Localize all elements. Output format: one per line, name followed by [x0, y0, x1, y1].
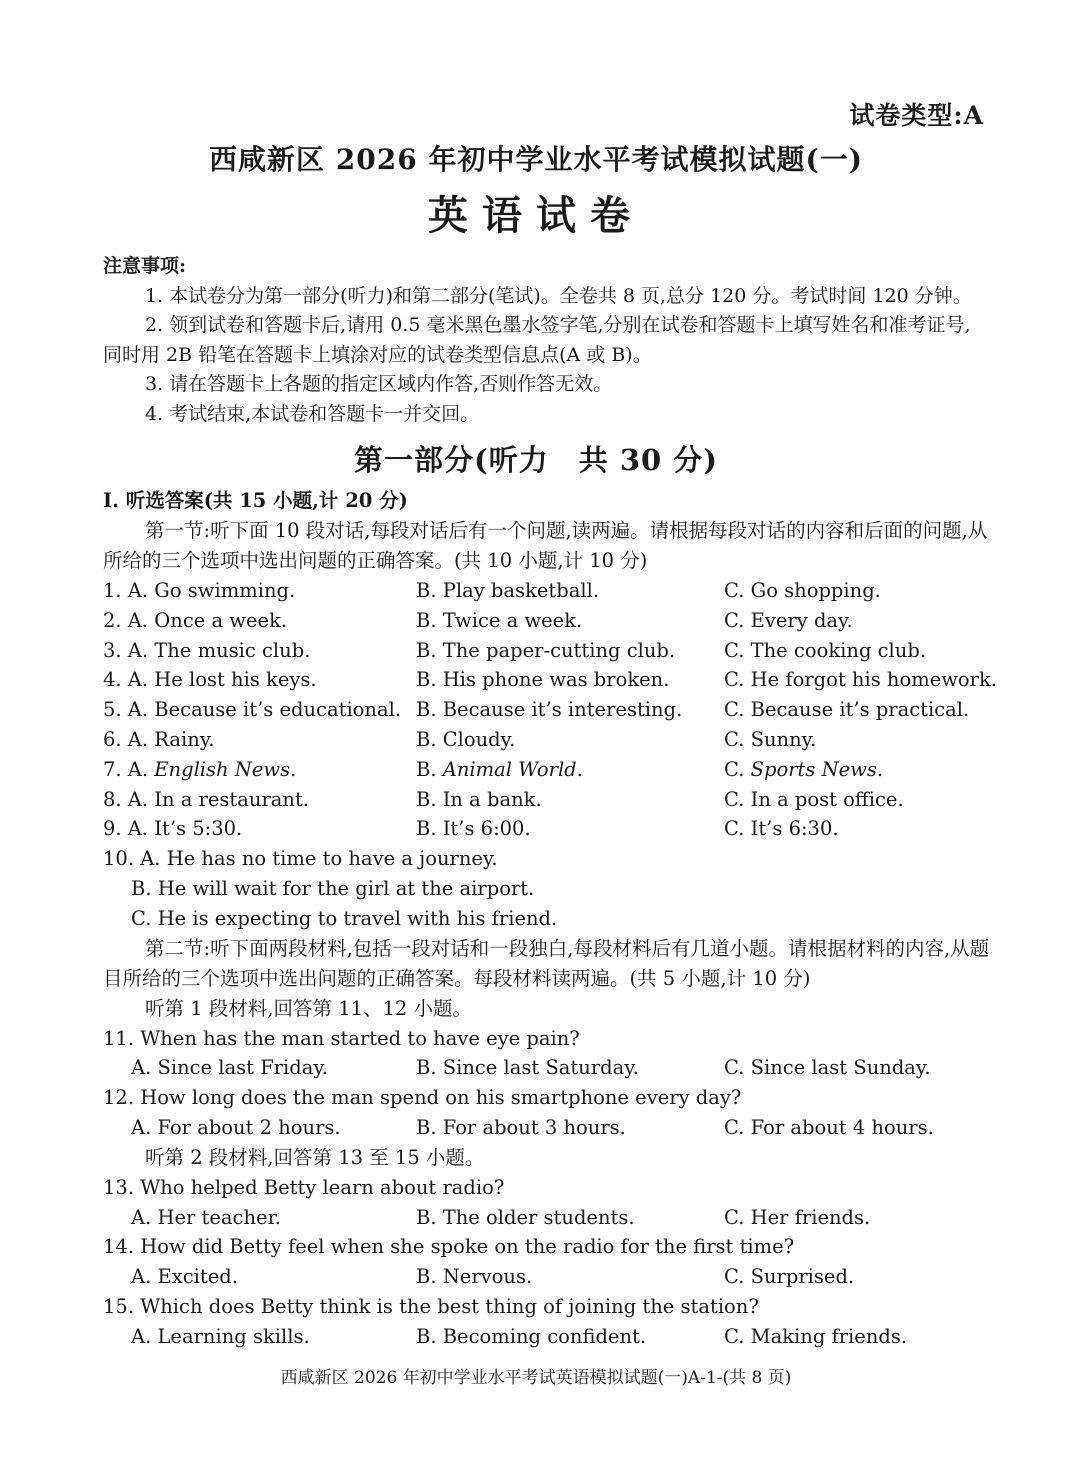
- option-a: 9. A. It’s 5:30.: [103, 817, 243, 841]
- option-b: B. Because it’s interesting.: [416, 698, 683, 722]
- option-c: C. The cooking club.: [724, 638, 927, 662]
- option-a: 2. A. Once a week.: [103, 608, 288, 632]
- notes-section: [103, 252, 983, 429]
- option-a: 6. A. Rainy.: [103, 727, 215, 751]
- question-11-options: [103, 1053, 993, 1083]
- question-row-3: [103, 636, 993, 666]
- option-b: B. The older students.: [416, 1205, 635, 1229]
- note-item-4: 4. 考试结束,本试卷和答题卡一并交回。: [145, 402, 480, 425]
- program-title: Sports News: [750, 757, 877, 781]
- option-c: C. For about 4 hours.: [724, 1115, 934, 1139]
- question-14-options: [103, 1262, 993, 1292]
- option-prefix: 7. A.: [103, 757, 155, 781]
- option-b: B. He will wait for the girl at the airport.: [131, 876, 535, 900]
- exam-type-label: 试卷类型:A: [849, 101, 984, 130]
- program-title: English News: [154, 757, 291, 781]
- question-12-stem: [103, 1083, 993, 1113]
- question-row-8: [103, 785, 993, 815]
- option-b: [416, 755, 583, 785]
- question-stem: 14. How did Betty feel when she spoke on the radio for the first time?: [103, 1235, 795, 1259]
- option-c: C. He is expecting to travel with his friend.: [131, 906, 558, 930]
- option-b: B. Play basketball.: [416, 579, 600, 602]
- option-b: B. Becoming confident.: [416, 1324, 647, 1348]
- option-a: 5. A. Because it’s educational.: [103, 698, 402, 722]
- question-15-stem: [103, 1292, 993, 1322]
- question-row-4: [103, 665, 997, 695]
- option-a: A. For about 2 hours.: [131, 1115, 341, 1139]
- option-c: C. Making friends.: [724, 1324, 908, 1348]
- material-1-note: 听第 1 段材料,回答第 11、12 小题。: [145, 996, 473, 1020]
- option-prefix: C.: [724, 757, 751, 781]
- question-15-options: [103, 1322, 993, 1352]
- page-footer: 西咸新区 2026 年初中学业水平考试英语模拟试题(一)A-1-(共 8 页): [280, 1368, 792, 1388]
- option-c: C. He forgot his homework.: [724, 668, 997, 692]
- section-heading: Ⅰ. 听选答案(共 15 小题,计 20 分): [103, 489, 408, 512]
- question-stem: 12. How long does the man spend on his smartphone every day?: [103, 1086, 742, 1110]
- program-title: Animal World: [442, 757, 577, 781]
- question-stem: 15. Which does Betty think is the best thing of joining the station?: [103, 1294, 759, 1318]
- note-item-3: 3. 请在答题卡上各题的指定区域内作答,否则作答无效。: [145, 373, 613, 395]
- question-13-options: [103, 1203, 993, 1233]
- option-prefix: B.: [416, 757, 443, 781]
- option-b: B. Nervous.: [416, 1265, 533, 1289]
- sub-section-2-intro: 第二节:听下面两段材料,包括一段对话和一段独白,每段材料后有几道小题。请根据材料的内容,从题目所给的三个选项中选出问题的正确答案。每段材料读两遍。(共 5 小题,计 10 分): [103, 936, 990, 990]
- question-10-b: [103, 874, 993, 904]
- question-14-stem: [103, 1232, 993, 1262]
- option-end: .: [290, 757, 297, 781]
- option-b: B. It’s 6:00.: [416, 817, 531, 841]
- option-c: C. Her friends.: [724, 1205, 871, 1229]
- question-row-2: [103, 606, 993, 636]
- option-a: A. Learning skills.: [131, 1324, 310, 1348]
- material-2-note: 听第 2 段材料,回答第 13 至 15 小题。: [145, 1145, 485, 1169]
- option-b: B. For about 3 hours.: [416, 1115, 626, 1139]
- option-end: .: [576, 757, 583, 781]
- option-c: C. Since last Sunday.: [724, 1056, 931, 1080]
- option-a: 10. A. He has no time to have a journey.: [103, 847, 498, 871]
- option-a: 4. A. He lost his keys.: [103, 668, 317, 692]
- option-a: 3. A. The music club.: [103, 638, 311, 662]
- question-stem: 13. Who helped Betty learn about radio?: [103, 1175, 505, 1199]
- question-row-6: [103, 725, 993, 755]
- option-b: B. Cloudy.: [416, 727, 516, 751]
- option-b: B. Since last Saturday.: [416, 1056, 639, 1080]
- option-a: 8. A. In a restaurant.: [103, 787, 309, 811]
- question-row-9: [103, 814, 993, 844]
- option-b: B. Twice a week.: [416, 608, 583, 632]
- sub-section-1-intro: 第一节:听下面 10 段对话,每段对话后有一个问题,读两遍。请根据每段对话的内容和后面的问题,从所给的三个选项中选出问题的正确答案。(共 10 小题,计 10 分): [103, 519, 988, 572]
- question-13-stem: [103, 1173, 993, 1203]
- exam-main-title: 西咸新区 2026 年初中学业水平考试模拟试题(一): [209, 143, 863, 176]
- question-row-1: [103, 576, 993, 606]
- option-a: [103, 755, 296, 785]
- question-11-stem: [103, 1024, 993, 1054]
- notes-heading: 注意事项:: [103, 255, 187, 277]
- option-a: A. Since last Friday.: [131, 1056, 329, 1080]
- option-c: C. Sunny.: [724, 727, 817, 751]
- option-c: C. Every day.: [724, 608, 853, 632]
- option-c: C. In a post office.: [724, 787, 904, 811]
- question-row-5: [103, 695, 993, 725]
- subject-title: 英语试卷: [428, 192, 644, 239]
- option-c: C. Because it’s practical.: [724, 698, 970, 722]
- option-a: 1. A. Go swimming.: [103, 579, 296, 602]
- option-c: [724, 755, 883, 785]
- option-a: A. Excited.: [131, 1265, 238, 1289]
- option-b: B. In a bank.: [416, 787, 542, 811]
- option-a: A. Her teacher.: [131, 1205, 281, 1229]
- option-b: B. The paper-cutting club.: [416, 638, 676, 662]
- part-one-title: 第一部分(听力 共 30 分): [354, 443, 718, 477]
- listening-section: [103, 486, 997, 1352]
- option-c: C. Surprised.: [724, 1265, 855, 1289]
- option-c: C. It’s 6:30.: [724, 817, 839, 841]
- question-10-a: [103, 844, 993, 874]
- option-end: .: [876, 757, 884, 781]
- question-row-7: [103, 755, 993, 785]
- note-item-1: 1. 本试卷分为第一部分(听力)和第二部分(笔试)。全卷共 8 页,总分 120 分。考试时间 120 分钟。: [145, 284, 972, 307]
- option-b: B. His phone was broken.: [416, 668, 670, 692]
- question-12-options: [103, 1113, 993, 1143]
- question-stem: 11. When has the man started to have eye pain?: [103, 1026, 580, 1050]
- note-item-2: 2. 领到试卷和答题卡后,请用 0.5 毫米黑色墨水签字笔,分别在试卷和答题卡上填写姓名和准考证号,同时用 2B 铅笔在答题卡上填涂对应的试卷类型信息点(A 或 B)。: [103, 314, 971, 366]
- option-c: C. Go shopping.: [724, 579, 881, 602]
- question-10-c: [103, 904, 993, 934]
